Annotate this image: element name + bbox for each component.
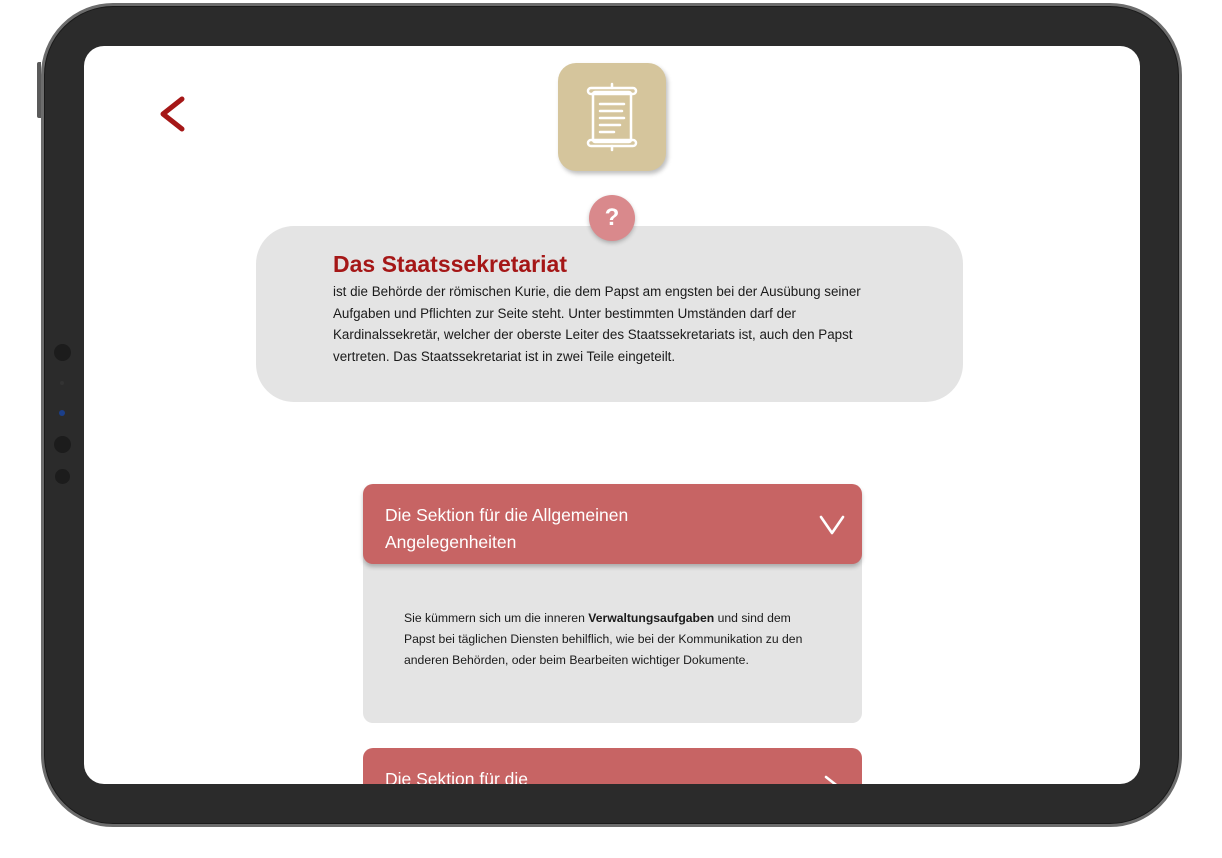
panel-text-highlight: Verwaltungsaufgaben (588, 611, 715, 625)
accordion-header-label: Die Sektion für die (385, 769, 528, 784)
camera-lens (54, 344, 71, 361)
panel-text-part: und sind dem Papst bei täglichen Diensten behilflich, wie bei der Kommunikation zu den anderen Behörden, oder beim Bearbeiten wichtiger Dokumente. (404, 611, 803, 667)
help-button[interactable]: ? (589, 195, 635, 241)
chevron-left-icon (157, 96, 187, 132)
accordion-header-label: Die Sektion für die Allgemeinen Angelegenheiten (385, 505, 629, 552)
info-card (256, 226, 963, 402)
chevron-right-icon (818, 774, 846, 784)
camera-lens (59, 410, 65, 416)
camera-lens (54, 436, 71, 453)
panel-text-part: Sie kümmern sich um die inneren (404, 611, 589, 625)
info-title: Das Staatssekretariat (333, 251, 567, 277)
chevron-down-icon (818, 510, 846, 538)
accordion-panel-text (404, 608, 824, 671)
camera-lens (55, 469, 70, 484)
back-button[interactable] (152, 94, 192, 134)
app-icon (558, 63, 666, 171)
sensor-dot (60, 381, 64, 385)
accordion-header-general-affairs[interactable] (363, 484, 862, 564)
accordion-panel-general-affairs (363, 554, 862, 723)
accordion-header-second-section[interactable] (363, 748, 862, 784)
scroll-icon (580, 82, 644, 152)
app-screen (84, 46, 1140, 784)
info-description: ist die Behörde der römischen Kurie, die dem Papst am engsten bei der Ausübung seiner Aufgaben und Pflichten zur Seite steht. Unter bestimmten Umständen darf der Kardinalssekretär, welcher der oberste Leiter des Staatssekretariats ist, auch den Papst vertreten. Das Staatssekretariat ist in zwei Teile eingeteilt. (333, 284, 861, 364)
